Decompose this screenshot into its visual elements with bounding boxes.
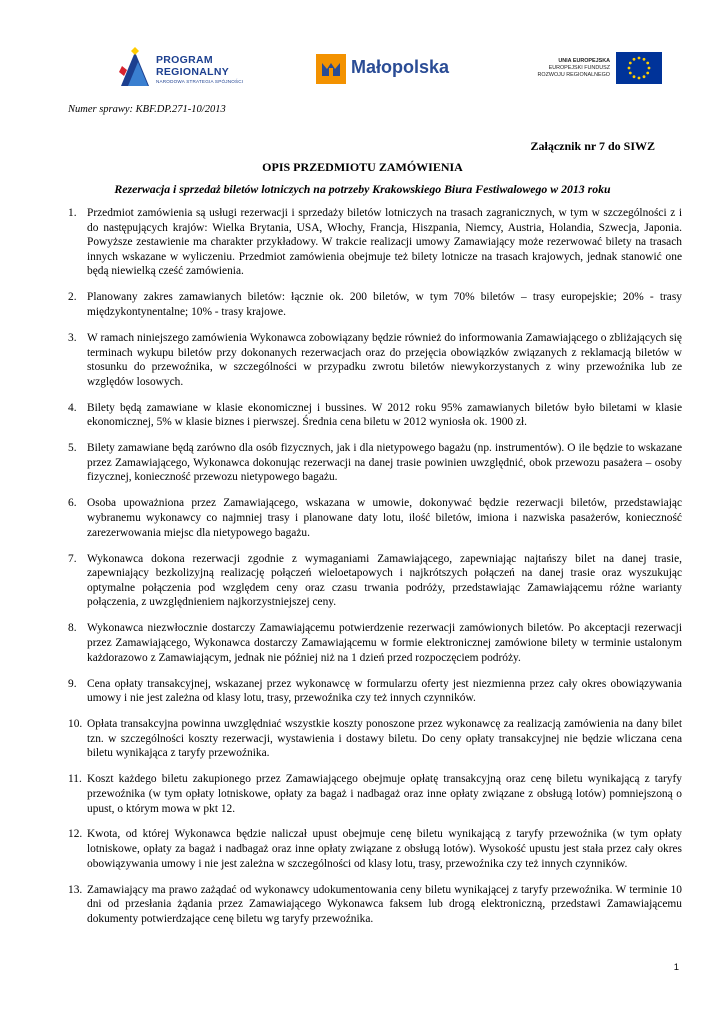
page-number: 1 [673,962,679,973]
requirements-list [68,206,682,938]
program-logo-line1: PROGRAM [156,54,213,66]
document-subtitle: Rezerwacja i sprzedaż biletów lotniczych na potrzeby Krakowskiego Biura Festiwalowego w 2013 roku [114,182,611,196]
case-number: Numer sprawy: KBF.DP.271-10/2013 [68,104,226,115]
list-item: 4. Bilety będą zamawiane w klasie ekonomicznej i bussines. W 2012 roku 95% zamawianych biletów było biletami w klasie ekonomicznej, 5% w klasie biznes i pierwszej. Średnia cena biletu w 2012 wyniosła ok. 1900 zł. [68,401,682,429]
eu-logo [530,52,670,86]
eu-logo-line1: UNIA EUROPEJSKA [558,58,610,64]
list-item: 9. Cena opłaty transakcyjnej, wskazanej przez wykonawcę w formularzu oferty jest niezmienna przez cały okres obowiązywania umowy i nie jest zależna od klasy lotu, trasy, przewoźnika czy też innych czynników. [68,677,682,705]
malopolska-emblem-icon [316,54,346,84]
program-logo-line3: NARODOWA STRATEGIA SPÓJNOŚCI [156,79,244,84]
list-item: 7. Wykonawca dokona rezerwacji zgodnie z wymaganiami Zamawiającego, zapewniając najtańszy bilet na danej trasie, zapewniający bezkolizyjną realizację połączeń wieloetapowych i najkrótszych połączeń na danej trasie oraz wyszukując optymalne połączenia pod względem ceny oraz czasu trwania podróży, przedstawiając Zamawiającemu różne warianty połączenia, z uwzględnieniem najkorzystniejszej ceny. [68,552,682,609]
document-title: OPIS PRZEDMIOTU ZAMÓWIENIA [262,160,463,174]
list-item: 6. Osoba upoważniona przez Zamawiającego, wskazana w umowie, dokonywać będzie rezerwacji biletów, przedstawiając wybranemu wykonawcy co najmniej trasy i planowane daty lotu, ilość biletów, imiona i nazwiska pasażerów, konieczność zarezerwowania miejsc dla nietypowego bagażu. [68,497,682,539]
eu-logo-line2: EUROPEJSKI FUNDUSZ [548,65,610,71]
malopolska-logo [316,54,461,84]
list-item: 3. W ramach niniejszego zamówienia Wykonawca zobowiązany będzie również do informowania Zamawiającego o zbliżających się terminach wykupu biletów przy dokonanych rezerwacjach oraz do przejęcia obowiązków związanych z reklamacją biletów w stosunku do przewoźnika, w szczególności w przypadku zwrotu biletów niewykorzystanych z winy przewoźnika lub ze względów losowych. [68,331,682,388]
program-regionalny-emblem-icon [118,46,152,90]
eu-logo-line3: ROZWOJU REGIONALNEGO [537,72,610,78]
list-item: 8. Wykonawca niezwłocznie dostarczy Zamawiającemu potwierdzenie rezerwacji zamówionych biletów. Po akceptacji rezerwacji przez Zamawiającego, Wykonawca dostarczy Zamawiającemu w formie elektronicznej zamówione bilety w terminie ustalonym każdorazowo z Zamawiającym, jednak nie później niż na 1 dzień przed rozpoczęciem podróży. [68,622,682,664]
program-regionalny-logo [118,46,258,92]
malopolska-logo-text: Małopolska [351,57,450,77]
list-item: 2. Planowany zakres zamawianych biletów: łącznie ok. 200 biletów, w tym 70% biletów – trasy europejskie; 20% - trasy międzykontynentalne; 10% - trasy krajowe. [68,291,682,318]
list-item: 11. Koszt każdego biletu zakupionego przez Zamawiającego obejmuje opłatę transakcyjną oraz cenę biletu wynikającą z taryfy przewoźnika (w tym opłaty lotniskowe, opłaty za bagaż i nadbagaż oraz inne opłaty związane z obsługą lotów) pomniejszoną o upust, o którym mowa w pkt 12. [68,773,682,815]
list-item: 13. Zamawiający ma prawo zażądać od wykonawcy udokumentowania ceny biletu wynikającej z taryfy przewoźnika. W terminie 10 dni od przesłania żądania przez Zamawiającego Wykonawca faksem lub drogą elektroniczną, przedstawi Zamawiającemu dokumenty potwierdzające cenę biletu wg taryfy przewoźnika. [68,883,682,925]
list-item: 10. Opłata transakcyjna powinna uwzględniać wszystkie koszty ponoszone przez wykonawcę za realizacją zamówienia na dany bilet tzn. w szczególności koszty rezerwacji, wystawienia i dostawy biletu. Do ceny opłaty transakcyjnej nie będzie wliczana cena biletu wynikająca z taryfy przewoźnika. [68,718,682,760]
list-item: 12. Kwota, od której Wykonawca będzie naliczał upust obejmuje cenę biletu wynikającą z taryfy przewoźnika (w tym opłaty lotniskowe, opłaty za bagaż i nadbagaż oraz inne opłaty związane z obsługą lotów). Wysokość upustu jest stała przez cały okres obowiązywania umowy i nie jest zależna w szczególności od klasy lotu, trasy, przewoźnika czy też innych czynników. [68,828,682,870]
annex-label: Załącznik nr 7 do SIWZ [530,139,655,153]
eu-flag-icon [616,52,662,84]
logo-bar [0,44,725,94]
list-item: 1. Przedmiot zamówienia są usługi rezerwacji i sprzedaży biletów lotniczych na trasach zagranicznych, w tym w szczególności z i do następujących krajów: Wielka Brytania, USA, Włochy, Francja, Hiszpania, Niemcy, Austria, Holandia, Szwecja, Japonia. Powyższe zestawienie ma charakter przykładowy. W trakcie realizacji umowy Zamawiający może rezerwować bilety na trasach innych wskazane w wyliczeniu. Przedmiot zamówienia obejmuje też bilety lotnicze na trasach krajowych, jednak stanowić one będą niewielką cześć zamówienia. [68,207,682,278]
list-item: 5. Bilety zamawiane będą zarówno dla osób fizycznych, jak i dla nietypowego bagażu (np. instrumentów). O ile będzie to wskazane przez Zamawiającego, Wykonawca dokonując rezerwacji na danej trasie powinien uwzględnić, obok przewozu pasażera – osoby fizycznej, konieczność przewozu nietypowego bagażu. [68,442,682,484]
program-logo-line2: REGIONALNY [156,66,230,78]
